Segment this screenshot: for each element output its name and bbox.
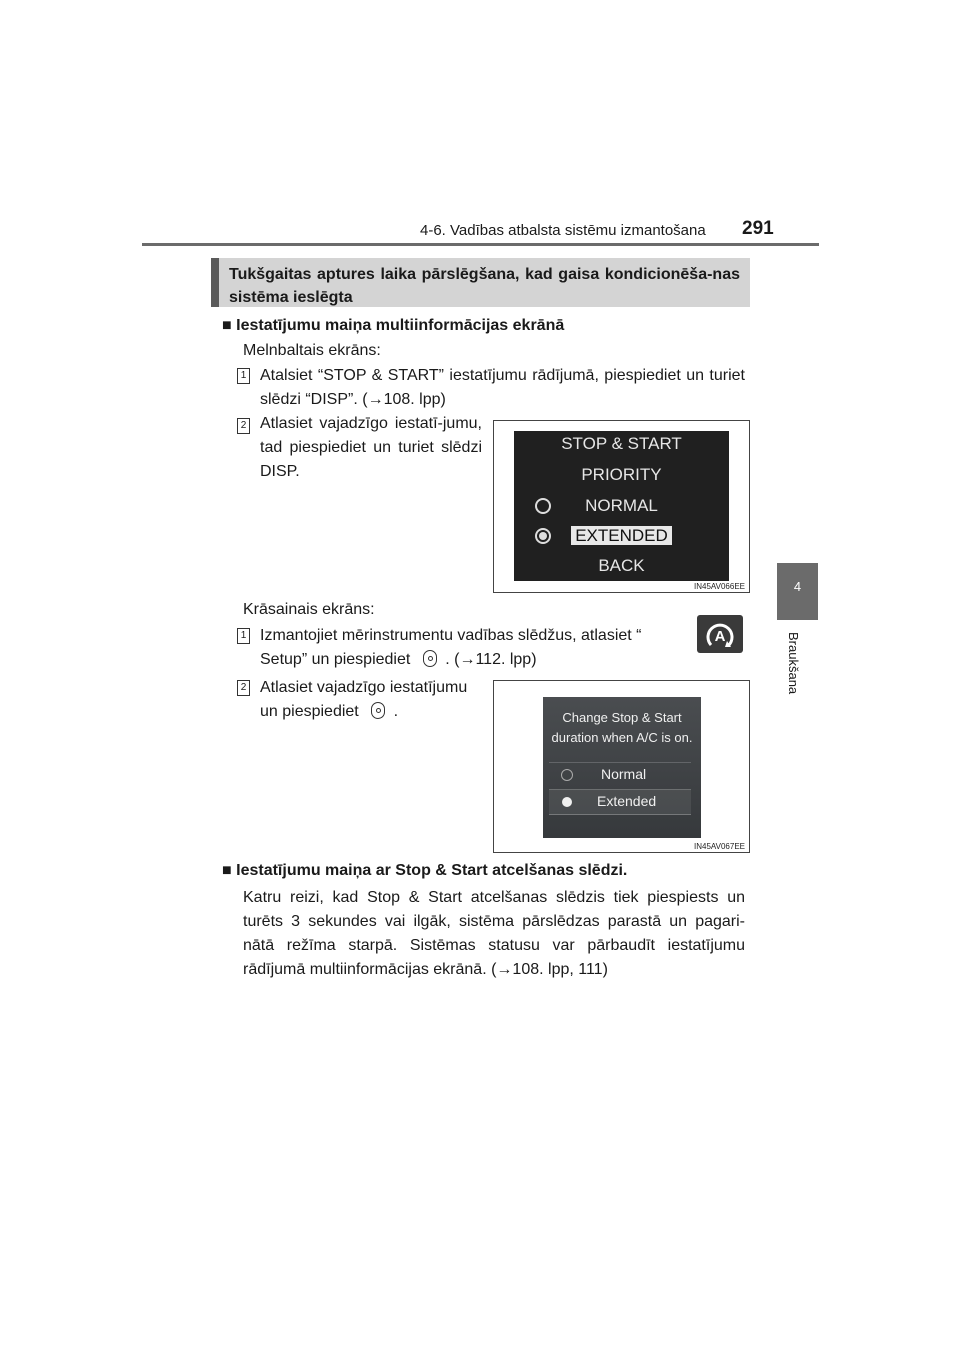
- paragraph-line-3: nātā režīma starpā. Sistēmas statusu var pārbaudīt iestatījumu: [243, 937, 745, 954]
- color-step-2-line-1: Atlasiet vajadzīgo iestatījumu: [260, 679, 468, 696]
- color-display-figure: [493, 680, 750, 853]
- screen-title-line-2: duration when A/C is on.: [551, 730, 693, 745]
- step-badge-2-color: 2: [237, 680, 250, 696]
- option-back: BACK: [598, 556, 645, 575]
- mono-display-label: Melnbaltais ekrāns:: [243, 342, 381, 359]
- section2-paragraph: [243, 886, 745, 982]
- color-display-screen: [543, 697, 701, 838]
- radio-normal-icon: [561, 769, 573, 781]
- square-bullet-icon: ■: [222, 317, 232, 334]
- color-step-1-text-b: Setup” un piespiediet: [260, 651, 411, 668]
- svg-text:A: A: [714, 628, 726, 645]
- figure-code: IN45AV066EE: [694, 582, 745, 591]
- paragraph-line-4: rādījumā multiinformācijas ekrānā. (→108. lpp, 111): [243, 961, 608, 978]
- paragraph-line-1: Katru reizi, kad Stop & Start atcelšanas slēdzis tiek piespiests un: [243, 889, 745, 906]
- subsection-heading-text: Iestatījumu maiņa ar Stop & Start atcelšanas slēdzi.: [236, 862, 628, 879]
- color-display-label: Krāsainais ekrāns:: [243, 601, 375, 618]
- color-step-2-text-c: .: [393, 703, 399, 720]
- step-2-text: Atlasiet vajadzīgo iestatī-jumu, tad piespiediet un turiet slēdzi DISP.: [260, 415, 482, 480]
- option-extended: EXTENDED: [571, 526, 672, 545]
- chapter-number: 4: [793, 579, 802, 594]
- section-box-title: Tukšgaitas aptures laika pārslēgšana, kad gaisa kondicionēša-nas sistēma ieslēgta: [211, 258, 750, 307]
- auto-stop-icon: [697, 615, 743, 653]
- option-row-normal: [549, 762, 691, 787]
- page-number: 291: [742, 218, 774, 239]
- option-normal: Normal: [601, 766, 647, 782]
- header-rule: [142, 243, 819, 246]
- chapter-name: Braukšana: [786, 632, 801, 695]
- subsection-heading-display: [222, 317, 564, 335]
- mono-display-figure: [493, 420, 750, 593]
- subsection-heading-switch: [222, 862, 627, 880]
- mono-display-screen: [514, 431, 729, 581]
- color-step-2-line-2: [260, 700, 398, 724]
- color-step-1-line-2: [260, 648, 537, 672]
- option-row-extended: [549, 789, 691, 815]
- step-badge-1-color: 1: [237, 628, 250, 644]
- chapter-tab: [777, 563, 818, 620]
- option-extended: Extended: [597, 793, 657, 809]
- section-header: 4-6. Vadības atbalsta sistēmu izmantošana: [420, 222, 706, 239]
- screen-title-line-1: Change Stop & Start: [562, 710, 682, 725]
- color-step-1-text-c: . (→112. lpp): [445, 651, 537, 668]
- radio-extended-selected-icon: [562, 797, 572, 807]
- option-extended-row: [514, 526, 729, 546]
- figure-code: IN45AV067EE: [694, 842, 745, 851]
- ok-button-icon: [423, 650, 437, 667]
- option-normal: NORMAL: [585, 496, 658, 515]
- step-badge-2: 2: [237, 418, 250, 434]
- step-1-text: Atalsiet “STOP & START” iestatījumu rādījumā, piespiediet un turiet slēdzi “DISP”. (→108. lpp): [260, 367, 745, 408]
- square-bullet-icon: ■: [222, 862, 232, 879]
- step-badge-1: 1: [237, 368, 250, 384]
- color-step-1-line-1: Izmantojiet mērinstrumentu vadības slēdžus, atlasiet “: [260, 627, 642, 644]
- color-step-2-text-b: un piespiediet: [260, 703, 359, 720]
- option-priority: PRIORITY: [581, 465, 662, 484]
- screen-title: STOP & START: [561, 434, 682, 453]
- subsection-heading-text: Iestatījumu maiņa multiinformācijas ekrānā: [236, 317, 565, 334]
- paragraph-line-2: turēts 3 sekundes vai ilgāk, sistēma pārslēdzas parastā un pagari-: [243, 913, 745, 930]
- ok-button-icon: [371, 702, 385, 719]
